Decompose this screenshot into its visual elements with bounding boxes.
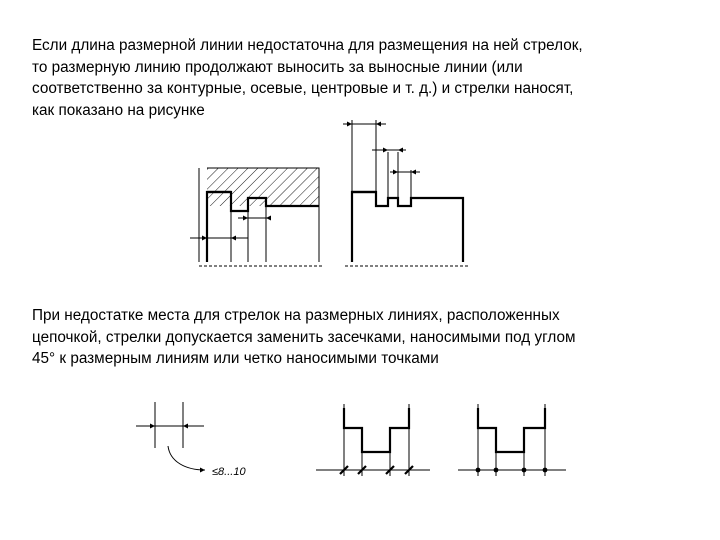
- paragraph-line: соответственно за контурные, осевые, центровые и т. д.) и стрелки наносят,: [32, 80, 574, 97]
- paragraph-line: как показано на рисунке: [32, 101, 205, 119]
- paragraph-line: Если длина размерной линии недостаточна для размещения на ней стрелок,: [32, 37, 583, 54]
- paragraph-line: 45° к размерным линиям или четко наносимыми точками: [32, 350, 439, 367]
- paragraph-line: то размерную линию продолжают выносить за выносные линии (или: [32, 58, 523, 76]
- paragraph-line: цепочкой, стрелки допускается заменить засечками, наносимыми под углом: [32, 328, 576, 346]
- paragraph-line: При недостатке места для стрелок на размерных линиях, расположенных: [32, 307, 560, 324]
- limit-label: ≤8...10: [212, 466, 246, 478]
